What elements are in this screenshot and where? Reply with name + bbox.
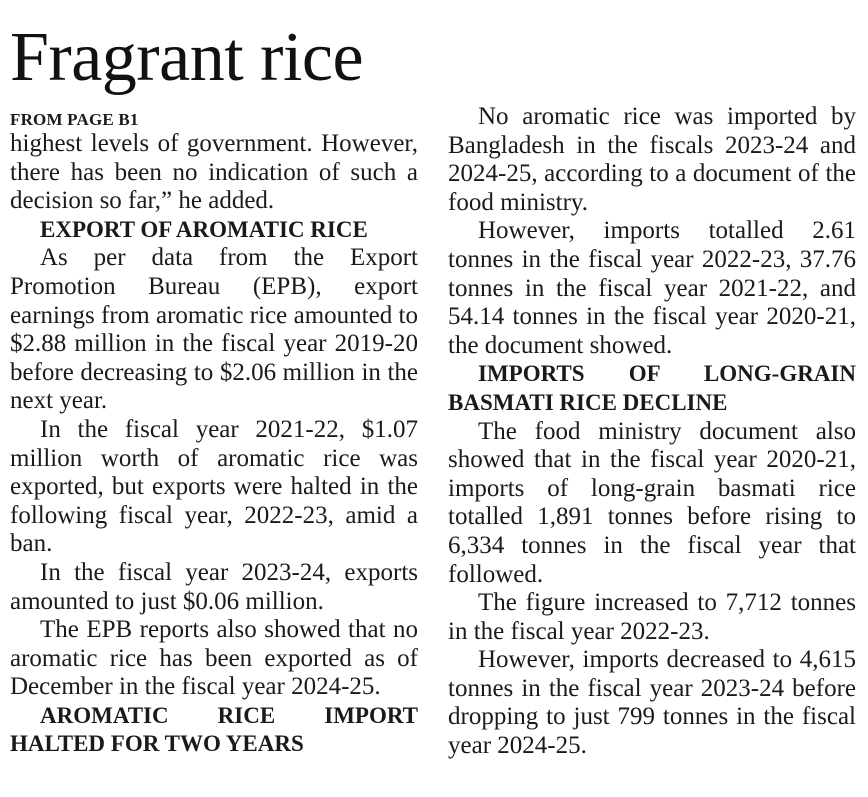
paragraph: No aromatic rice was imported by Bangladesh in the fiscals 2023-24 and 2024-25, according to a document of the food ministry.	[448, 103, 856, 216]
paragraph: However, imports decreased to 4,615 tonnes in the fiscal year 2023-24 before dropping to just 799 tonnes in the fiscal year 2024-25.	[448, 646, 856, 760]
subheading-import-halted: AROMATIC RICE IMPORT HALTED FOR TWO YEARS	[10, 702, 418, 757]
subheading-export: EXPORT OF AROMATIC RICE	[40, 216, 368, 242]
headline: Fragrant rice	[10, 19, 364, 96]
kicker-from-page: FROM PAGE B1	[10, 110, 139, 129]
paragraph: The EPB reports also showed that no aromatic rice has been exported as of December in the fiscal year 2024-25.	[10, 616, 418, 701]
right-column	[448, 103, 856, 761]
left-column	[10, 110, 418, 759]
paragraph: In the fiscal year 2023-24, exports amounted to just $0.06 million.	[10, 558, 418, 615]
paragraph: However, imports totalled 2.61 tonnes in the fiscal year 2022-23, 37.76 tonnes in the fiscal year 2021-22, and 54.14 tonnes in the fiscal year 2020-21, the document showed.	[448, 217, 856, 359]
paragraph: As per data from the Export Promotion Bureau (EPB), export earnings from aromatic rice amounted to $2.88 million in the fiscal year 2019-20 before decreasing to $2.06 million in the next year.	[10, 244, 418, 415]
paragraph: highest levels of government. However, there has been no indication of such a decision so far,” he added.	[10, 130, 418, 215]
subheading-basmati: IMPORTS OF LONG-GRAIN BASMATI RICE DECLINE	[448, 361, 856, 415]
paragraph: The food ministry document also showed that in the fiscal year 2020-21, imports of long-grain basmati rice totalled 1,891 tonnes before rising to 6,334 tonnes in the fiscal year that followed.	[448, 417, 856, 588]
paragraph: The figure increased to 7,712 tonnes in the fiscal year 2022-23.	[448, 589, 856, 645]
paragraph: In the fiscal year 2021-22, $1.07 million worth of aromatic rice was exported, but exports were halted in the following fiscal year, 2022-23, amid a ban.	[10, 415, 418, 558]
